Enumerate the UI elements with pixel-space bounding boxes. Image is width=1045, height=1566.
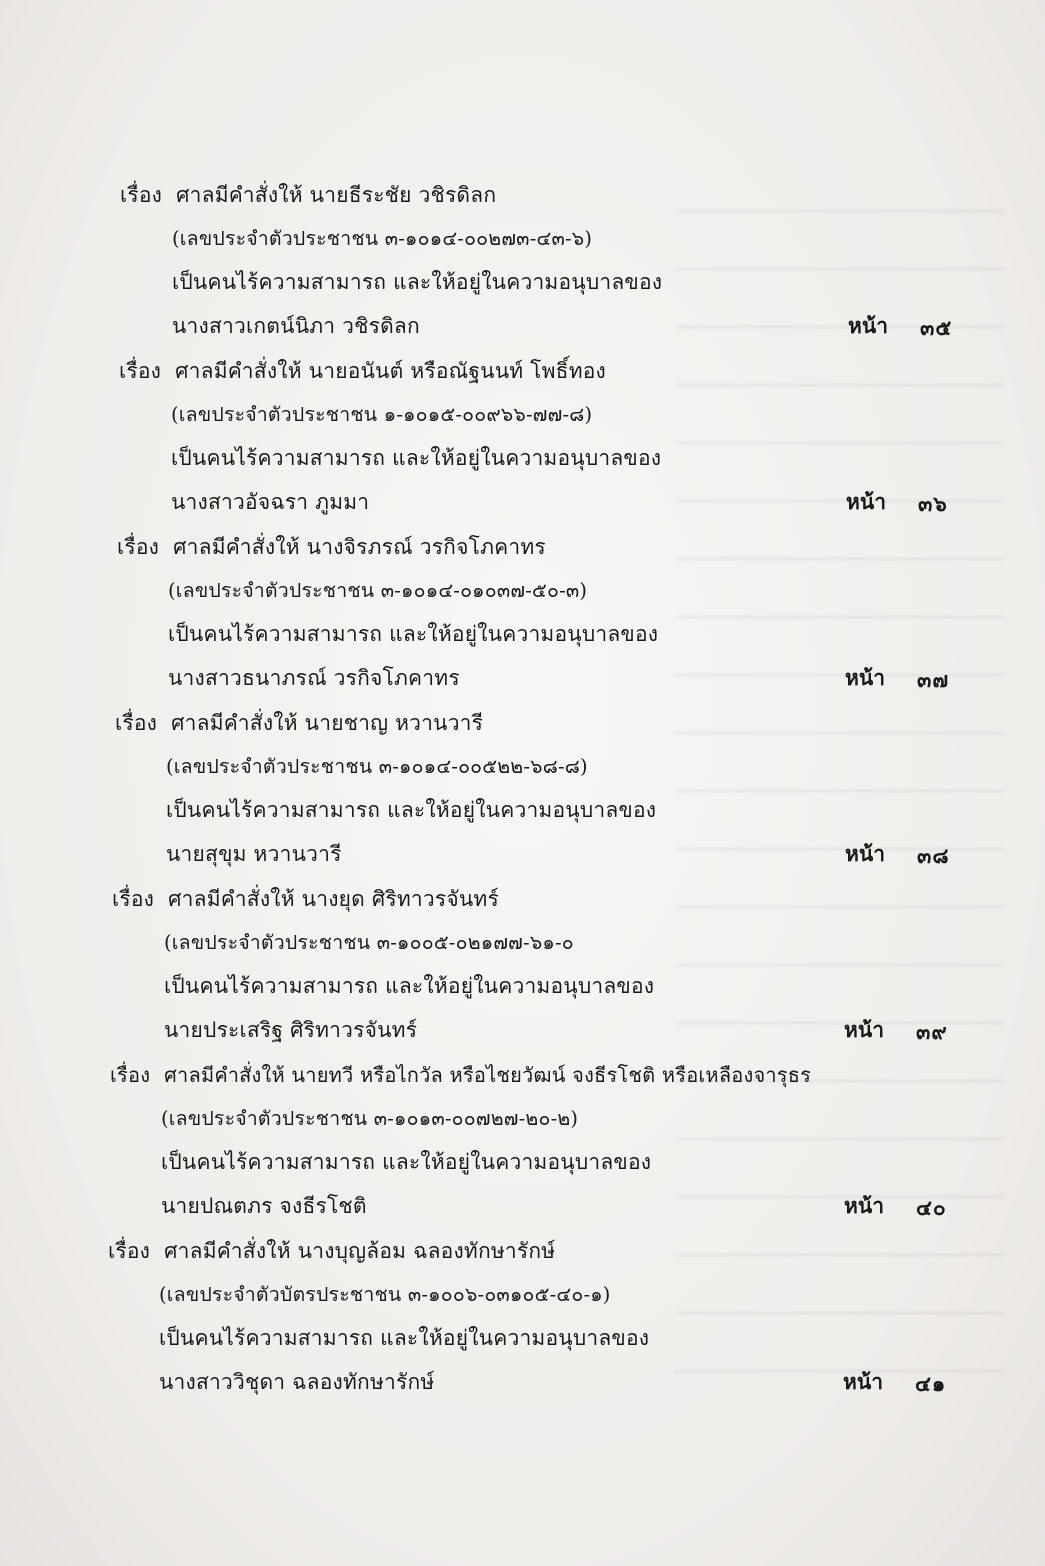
entry-guardian: นายปณตภร จงธีรโชติ — [161, 1194, 367, 1218]
page-number: ๓๘ — [917, 843, 950, 868]
entry-status: เป็นคนไร้ความสามารถ และให้อยู่ในความอนุบาลของ — [171, 446, 662, 470]
entry-guardian: นางสาวธนาภรณ์ วรกิจโภคาทร — [168, 666, 460, 690]
page-number: ๓๙ — [916, 1019, 948, 1044]
index-entry — [0, 1236, 1045, 1412]
entry-heading — [112, 884, 499, 914]
entry-heading — [110, 1060, 811, 1090]
entry-title: ศาลมีคำสั่งให้ นายทวี หรือไกวัล หรือไชยวัฒน์ จงธีรโชติ หรือเหลืองจารุธร — [164, 1063, 812, 1087]
entry-keyword: เรื่อง — [110, 1063, 151, 1087]
page-label: หน้า — [844, 1017, 884, 1042]
page-number: ๓๖ — [918, 491, 948, 516]
entry-id-line: (เลขประจำตัวประชาชน ๓-๑๐๑๓-๐๐๗๒๗-๒๐-๒) — [161, 1107, 579, 1130]
page-label: หน้า — [846, 489, 886, 514]
entry-title: ศาลมีคำสั่งให้ นายชาญ หวานวารี — [171, 711, 484, 735]
entry-keyword: เรื่อง — [108, 1239, 151, 1263]
entry-keyword: เรื่อง — [112, 887, 155, 911]
entry-id-line: (เลขประจำตัวประชาชน ๑-๑๐๑๕-๐๐๙๖๖-๗๗-๘) — [171, 403, 593, 426]
entry-id-line: (เลขประจำตัวบัตรประชาชน ๓-๑๐๐๖-๐๓๑๐๕-๔๐-๑) — [159, 1283, 611, 1306]
entry-id-line: (เลขประจำตัวประชาชน ๓-๑๐๑๔-๐๐๕๒๒-๖๘-๘) — [166, 755, 588, 778]
entry-id-line: (เลขประจำตัวประชาชน ๓-๑๐๑๔-๐๑๐๓๗-๕๐-๓) — [168, 579, 588, 602]
page-number: ๔๐ — [916, 1195, 947, 1220]
page-label: หน้า — [845, 665, 885, 690]
entry-heading — [120, 180, 496, 210]
entry-heading — [119, 356, 606, 386]
index-entry — [0, 356, 1045, 532]
entry-guardian: นางสาววิชุดา ฉลองทักษารักษ์ — [159, 1370, 435, 1394]
index-entry — [0, 708, 1045, 884]
entry-status: เป็นคนไร้ความสามารถ และให้อยู่ในความอนุบาลของ — [161, 1150, 652, 1174]
entry-keyword: เรื่อง — [120, 183, 163, 207]
entry-status: เป็นคนไร้ความสามารถ และให้อยู่ในความอนุบาลของ — [168, 622, 659, 646]
entry-heading — [115, 708, 483, 738]
entry-status: เป็นคนไร้ความสามารถ และให้อยู่ในความอนุบาลของ — [172, 270, 663, 294]
entry-guardian: นางสาวอัจฉรา ภูมมา — [171, 490, 370, 514]
entry-guardian: นายประเสริฐ ศิริทาวรจันทร์ — [164, 1018, 418, 1042]
index-entry — [0, 532, 1045, 708]
page-label: หน้า — [843, 1369, 883, 1394]
entry-heading — [117, 532, 546, 562]
entry-id-line: (เลขประจำตัวประชาชน ๓-๑๐๑๔-๐๐๒๗๓-๔๓-๖) — [172, 227, 593, 250]
entry-heading — [108, 1236, 555, 1266]
page-label: หน้า — [848, 313, 888, 338]
entry-keyword: เรื่อง — [115, 711, 158, 735]
entry-id-line: (เลขประจำตัวประชาชน ๓-๑๐๐๕-๐๒๑๗๗-๖๑-๐ — [164, 931, 574, 954]
entry-guardian: นายสุขุม หวานวารี — [166, 842, 342, 866]
page-number: ๓๕ — [920, 315, 953, 340]
entry-status: เป็นคนไร้ความสามารถ และให้อยู่ในความอนุบาลของ — [166, 798, 657, 822]
page-number: ๓๗ — [917, 667, 950, 692]
entry-keyword: เรื่อง — [117, 535, 160, 559]
entry-keyword: เรื่อง — [119, 359, 162, 383]
entry-title: ศาลมีคำสั่งให้ นายอนันต์ หรือณัฐนนท์ โพธิ์ทอง — [175, 359, 607, 383]
index-entry — [0, 180, 1045, 356]
index-entry — [0, 884, 1045, 1060]
entry-title: ศาลมีคำสั่งให้ นายธีระชัย วชิรดิลก — [176, 183, 497, 207]
page-number: ๔๑ — [915, 1371, 947, 1396]
page-label: หน้า — [845, 841, 885, 866]
entry-title: ศาลมีคำสั่งให้ นางจิรภรณ์ วรกิจโภคาทร — [173, 535, 546, 559]
entry-guardian: นางสาวเกตน์นิภา วชิรดิลก — [172, 314, 420, 338]
page-label: หน้า — [844, 1193, 884, 1218]
entry-status: เป็นคนไร้ความสามารถ และให้อยู่ในความอนุบาลของ — [164, 974, 655, 998]
entry-title: ศาลมีคำสั่งให้ นางยุด ศิริทาวรจันทร์ — [168, 887, 499, 911]
index-entry — [0, 1060, 1045, 1236]
entry-status: เป็นคนไร้ความสามารถ และให้อยู่ในความอนุบาลของ — [159, 1326, 650, 1350]
entry-title: ศาลมีคำสั่งให้ นางบุญล้อม ฉลองทักษารักษ์ — [164, 1239, 556, 1263]
